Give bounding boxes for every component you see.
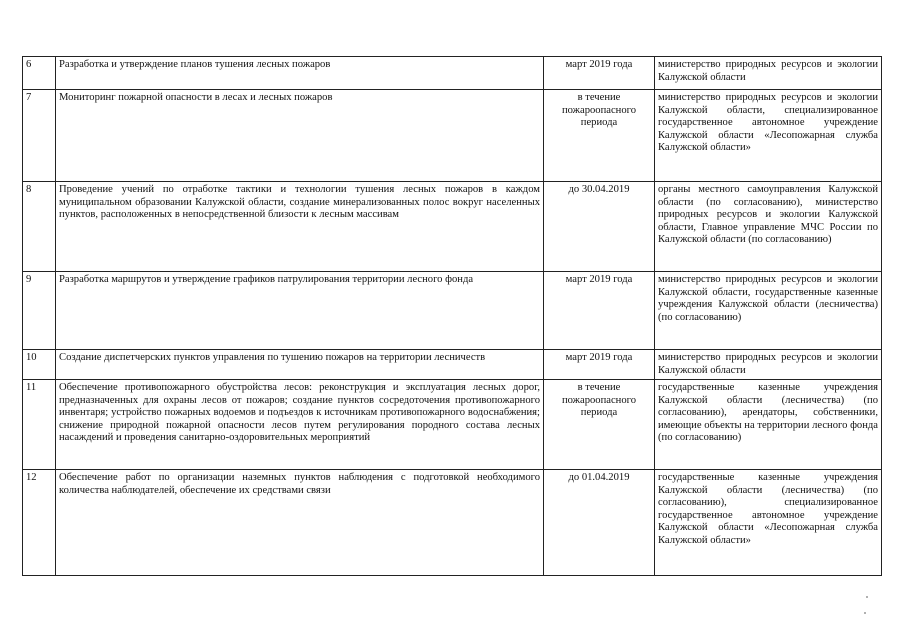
responsible-party: государственные казенные учреждения Калужской области (лесничества) (по согласованию), арендаторы, собственники, имеющие объекты на территории лесного фонда (по согласованию) xyxy=(655,380,882,470)
deadline: до 01.04.2019 xyxy=(544,470,655,576)
table-row xyxy=(23,57,882,90)
deadline: в течение пожароопасного периода xyxy=(544,90,655,182)
table-row xyxy=(23,380,882,470)
responsible-party: министерство природных ресурсов и экологии Калужской области, специализированное государственное автономное учреждение Калужской области «Лесопожарная служба Калужской области» xyxy=(655,90,882,182)
scan-speck xyxy=(866,596,868,598)
responsible-party: министерство природных ресурсов и экологии Калужской области, государственные казенные учреждения Калужской области (лесничества) (по согласованию) xyxy=(655,272,882,350)
deadline: до 30.04.2019 xyxy=(544,182,655,272)
row-number: 9 xyxy=(23,272,56,350)
deadline: в течение пожароопасного периода xyxy=(544,380,655,470)
measure-description: Разработка и утверждение планов тушения лесных пожаров xyxy=(56,57,544,90)
table-row xyxy=(23,470,882,576)
deadline: март 2019 года xyxy=(544,272,655,350)
table-row xyxy=(23,272,882,350)
scan-speck xyxy=(864,612,866,614)
measure-description: Разработка маршрутов и утверждение графиков патрулирования территории лесного фонда xyxy=(56,272,544,350)
row-number: 10 xyxy=(23,350,56,380)
row-number: 12 xyxy=(23,470,56,576)
table-row xyxy=(23,182,882,272)
row-number: 8 xyxy=(23,182,56,272)
deadline: март 2019 года xyxy=(544,350,655,380)
measure-description: Мониторинг пожарной опасности в лесах и лесных пожаров xyxy=(56,90,544,182)
row-number: 11 xyxy=(23,380,56,470)
measure-description: Создание диспетчерских пунктов управления по тушению пожаров на территории лесничеств xyxy=(56,350,544,380)
table-row xyxy=(23,350,882,380)
table-row xyxy=(23,90,882,182)
measure-description: Обеспечение работ по организации наземных пунктов наблюдения с подготовкой необходимого количества наблюдателей, обеспечение их средствами связи xyxy=(56,470,544,576)
deadline: март 2019 года xyxy=(544,57,655,90)
measure-description: Обеспечение противопожарного обустройства лесов: реконструкция и эксплуатация лесных дорог, предназначенных для охраны лесов от пожаров; создание пунктов сосредоточения противопожарного инвентаря; устройство пожарных водоемов и подъездов к источникам противопожарного водоснабжения; снижение природной пожарной опасности лесов путем регулирования породного состава лесных насаждений и проведения санитарно-оздоровительных мероприятий xyxy=(56,380,544,470)
responsible-party: государственные казенные учреждения Калужской области (лесничества) (по согласованию), специализированное государственное автономное учреждение Калужской области «Лесопожарная служба Калужской области» xyxy=(655,470,882,576)
measure-description: Проведение учений по отработке тактики и технологии тушения лесных пожаров в каждом муниципальном образовании Калужской области, создание минерализованных полос вокруг населенных пунктов, расположенных в непосредственной близости к лесным массивам xyxy=(56,182,544,272)
row-number: 7 xyxy=(23,90,56,182)
responsible-party: министерство природных ресурсов и экологии Калужской области xyxy=(655,57,882,90)
responsible-party: органы местного самоуправления Калужской области (по согласованию), министерство природных ресурсов и экологии Калужской области, Главное управление МЧС России по Калужской области (по согласованию) xyxy=(655,182,882,272)
row-number: 6 xyxy=(23,57,56,90)
measures-table xyxy=(22,56,882,576)
responsible-party: министерство природных ресурсов и экологии Калужской области xyxy=(655,350,882,380)
